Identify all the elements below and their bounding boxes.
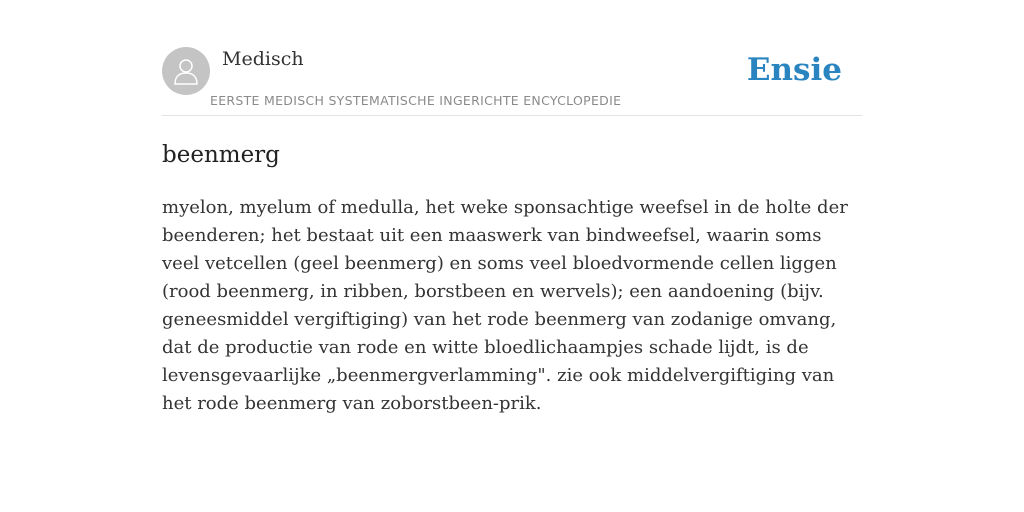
source-header [162,47,862,116]
page [162,0,862,418]
source-description: EERSTE MEDISCH SYSTEMATISCHE INGERICHTE ENCYCLOPEDIE [210,93,622,108]
ensie-logo[interactable]: Ensie [746,52,842,88]
entry-term: beenmerg [162,142,280,168]
user-icon [172,56,200,86]
avatar[interactable] [162,47,210,95]
source-name-link[interactable]: Medisch [222,48,304,70]
entry-definition: myelon, myelum of medulla, het weke sponsachtige weefsel in de holte der beenderen; het bestaat uit een maaswerk van bindweefsel, waarin soms veel vetcellen (geel beenmerg) en soms veel bloedvormende cellen liggen (rood beenmerg, in ribben, borstbeen en wervels); een aandoening (bijv. geneesmiddel vergiftiging) van het rode beenmerg van zodanige omvang, dat de productie van rode en witte bloedlichaampjes schade lijdt, is de levensgevaarlijke „beenmergverlamming". zie ook middelvergiftiging van het rode beenmerg van zoborstbeen-prik. [162,197,848,414]
